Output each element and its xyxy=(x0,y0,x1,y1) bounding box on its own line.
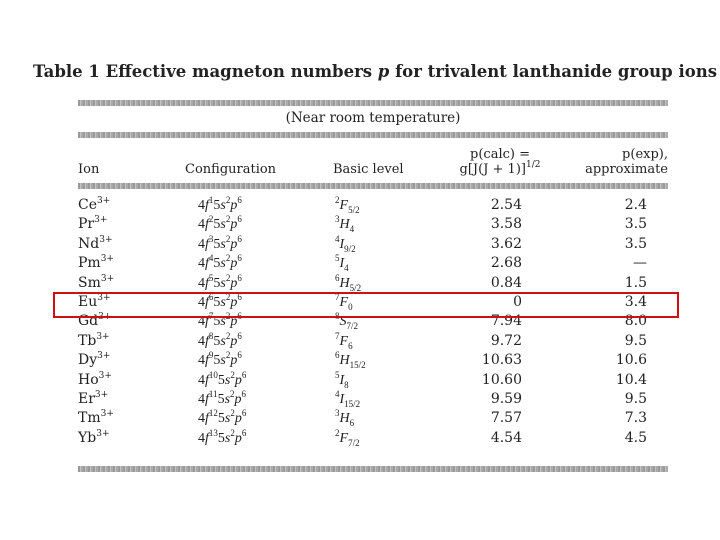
p-exp-cell: 9.5 xyxy=(624,391,647,407)
configuration-cell: $4f^15s^2p^6$ xyxy=(198,195,242,213)
basic-level-cell: $^3H_6$ xyxy=(335,408,355,429)
basic-level-cell: $^4I_{9/2}$ xyxy=(335,233,356,254)
p-calc-cell: 10.63 xyxy=(481,352,522,369)
p-calc-cell: 9.72 xyxy=(490,332,522,349)
table-subtitle: (Near room temperature) xyxy=(285,110,461,126)
configuration-cell: $4f^55s^2p^6$ xyxy=(198,272,242,291)
ion-cell: $Tm^{3+}$ xyxy=(78,409,114,427)
header-p-calc-line1: p(calc) = xyxy=(470,147,530,162)
header-p-exp-line2: approximate xyxy=(585,162,668,177)
basic-level-cell: $^6H_{5/2}$ xyxy=(335,272,362,293)
ion-cell: $Pr^{3+}$ xyxy=(78,215,108,233)
p-exp-cell: 4.5 xyxy=(624,429,647,446)
p-calc-cell: 3.58 xyxy=(490,216,522,233)
header-p-calc xyxy=(450,147,550,177)
p-calc-cell: 3.62 xyxy=(490,235,522,252)
table-title: Table 1 Effective magneton numbers p for trivalent lanthanide group ions xyxy=(32,62,717,81)
basic-level-cell: $^7F_6$ xyxy=(335,330,353,351)
configuration-cell: $4f^85s^2p^6$ xyxy=(198,330,242,349)
highlight-box-eu-row xyxy=(53,292,679,318)
table-row xyxy=(78,409,668,428)
configuration-cell: $4f^{13}5s^2p^6$ xyxy=(198,427,247,446)
table-row xyxy=(78,274,668,293)
basic-level-cell: $^7F_0$ xyxy=(335,292,353,312)
configuration-cell: $4f^45s^2p^6$ xyxy=(198,253,242,272)
basic-level-cell: $^5I_4$ xyxy=(335,253,349,274)
ion-cell: $Nd^{3+}$ xyxy=(78,234,113,252)
p-exp-cell: 3.5 xyxy=(624,235,647,252)
header-p-calc-line2: $g[J(J + 1)]^{1/2}$ xyxy=(459,160,541,177)
p-exp-cell: 1.5 xyxy=(624,274,647,291)
p-exp-cell: 8.0 xyxy=(624,313,647,330)
table-row xyxy=(78,235,668,254)
table-row xyxy=(78,371,668,390)
table-row xyxy=(78,215,668,234)
p-calc-cell: 4.54 xyxy=(490,429,522,446)
ion-cell: $Dy^{3+}$ xyxy=(78,351,111,369)
p-calc-cell: 0.84 xyxy=(490,274,522,291)
rule-subtitle xyxy=(78,132,668,138)
configuration-cell: $4f^{11}5s^2p^6$ xyxy=(198,389,247,407)
configuration-cell: $4f^65s^2p^6$ xyxy=(198,292,242,310)
p-exp-cell: 2.4 xyxy=(624,197,647,213)
basic-level-cell: $^2F_{5/2}$ xyxy=(335,195,360,215)
p-calc-cell: 0 xyxy=(513,294,522,310)
ion-cell: $Ce^{3+}$ xyxy=(78,196,111,213)
rule-header xyxy=(78,183,668,189)
table-row xyxy=(78,351,668,370)
basic-level-cell: $^4I_{15/2}$ xyxy=(335,389,361,409)
p-exp-cell: 7.3 xyxy=(624,410,647,427)
configuration-cell: $4f^25s^2p^6$ xyxy=(198,214,242,233)
header-p-exp xyxy=(580,147,668,177)
rule-top xyxy=(78,100,668,106)
ion-cell: $Sm^{3+}$ xyxy=(78,273,115,291)
table-row xyxy=(78,390,668,409)
ion-cell: $Er^{3+}$ xyxy=(78,390,109,407)
header-basic-level: Basic level xyxy=(333,162,404,177)
ion-cell: $Gd^{3+}$ xyxy=(78,312,112,330)
ion-cell: $Tb^{3+}$ xyxy=(78,331,110,349)
basic-level-cell: $^2F_{7/2}$ xyxy=(335,427,360,448)
configuration-cell: $4f^35s^2p^6$ xyxy=(198,233,242,252)
p-exp-cell: — xyxy=(633,255,647,272)
ion-cell: $Yb^{3+}$ xyxy=(78,428,110,446)
header-ion: Ion xyxy=(78,162,100,177)
p-exp-cell: 9.5 xyxy=(624,332,647,349)
p-calc-cell: 2.54 xyxy=(490,197,522,213)
table-row xyxy=(78,254,668,273)
table-row xyxy=(78,196,668,215)
table-row xyxy=(78,332,668,351)
configuration-cell: $4f^75s^2p^6$ xyxy=(198,311,242,330)
configuration-cell: $4f^95s^2p^6$ xyxy=(198,350,242,369)
p-calc-cell: 10.60 xyxy=(481,371,522,388)
basic-level-cell: $^8S_{7/2}$ xyxy=(335,311,359,332)
ion-cell: $Pm^{3+}$ xyxy=(78,254,114,272)
p-exp-cell: 3.5 xyxy=(624,216,647,233)
basic-level-cell: $^5I_8$ xyxy=(335,369,349,390)
configuration-cell: $4f^{12}5s^2p^6$ xyxy=(198,408,247,427)
p-exp-cell: 10.6 xyxy=(615,352,647,369)
p-calc-cell: 7.94 xyxy=(490,313,522,330)
p-exp-cell: 3.4 xyxy=(624,294,647,310)
ion-cell: $Ho^{3+}$ xyxy=(78,370,112,388)
basic-level-cell: $^3H_4$ xyxy=(335,214,355,235)
p-calc-cell: 7.57 xyxy=(490,410,522,427)
ion-cell: $Eu^{3+}$ xyxy=(78,293,111,310)
rule-bottom xyxy=(78,466,668,472)
header-p-exp-line1: p(exp), xyxy=(622,147,668,162)
basic-level-cell: $^6H_{15/2}$ xyxy=(335,350,366,371)
table-row xyxy=(78,429,668,448)
p-calc-cell: 9.59 xyxy=(490,391,522,407)
p-exp-cell: 10.4 xyxy=(615,371,647,388)
header-configuration: Configuration xyxy=(185,162,277,177)
p-calc-cell: 2.68 xyxy=(490,255,522,272)
configuration-cell: $4f^{10}5s^2p^6$ xyxy=(198,369,247,388)
